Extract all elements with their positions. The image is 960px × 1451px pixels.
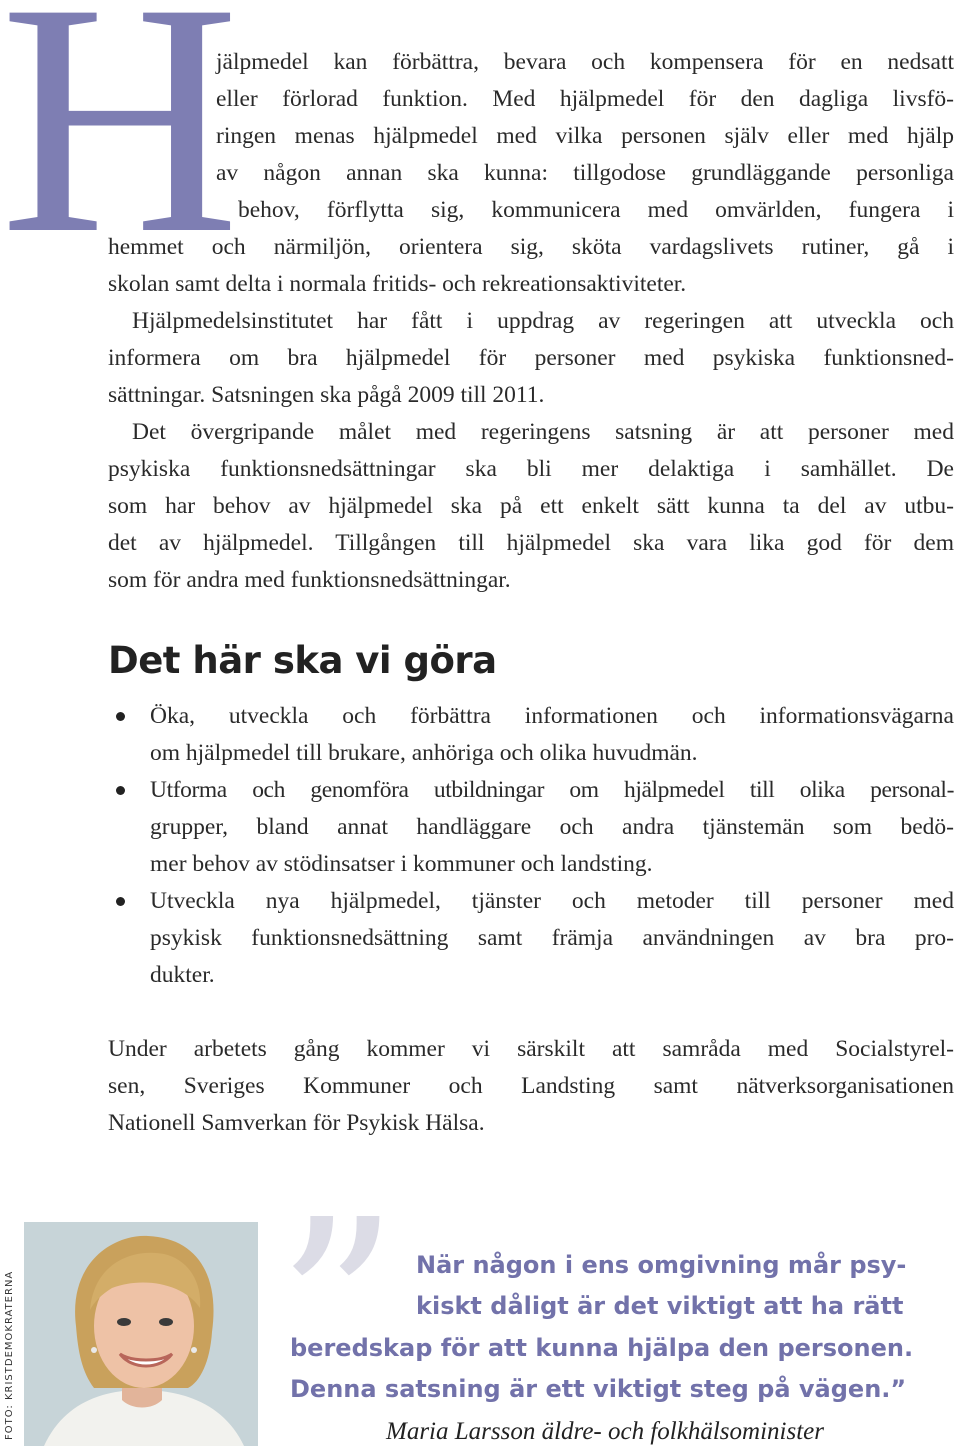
intro-line: hemmet och närmiljön, orientera sig, sköta vardagslivets rutiner, gå i: [108, 234, 954, 260]
paragraph-line: Hjälpmedelsinstitutet har fått i uppdrag av regeringen att utveckla och: [132, 308, 954, 334]
list-item-line: dukter.: [150, 962, 215, 988]
quote-line: När någon i ens omgivning mår psy-: [416, 1251, 907, 1279]
bullet-icon: [116, 897, 125, 906]
quote-line: beredskap för att kunna hjälpa den personen.: [290, 1334, 914, 1362]
list-item-line: Utveckla nya hjälpmedel, tjänster och metoder till personer med: [150, 888, 954, 914]
bullet-icon: [116, 786, 125, 795]
portrait-photo: [24, 1222, 258, 1446]
intro-line: behov, förflytta sig, kommunicera med omvärlden, fungera i: [238, 197, 954, 223]
paragraph-line: sen, Sveriges Kommuner och Landsting samt nätverksorganisationen: [108, 1073, 954, 1099]
section-heading: Det här ska vi göra: [108, 639, 497, 682]
list-item-line: om hjälpmedel till brukare, anhöriga och olika huvudmän.: [150, 740, 698, 766]
paragraph-line: Under arbetets gång kommer vi särskilt att samråda med Socialstyrel-: [108, 1036, 954, 1062]
drop-cap: H: [0, 0, 236, 302]
paragraph-line: sättningar. Satsningen ska pågå 2009 till 2011.: [108, 382, 545, 408]
portrait-illustration: [24, 1222, 258, 1446]
intro-line: eller förlorad funktion. Med hjälpmedel för den dagliga livsfö-: [216, 86, 954, 112]
bullet-icon: [116, 712, 125, 721]
list-item-line: Öka, utveckla och förbättra informationen och informationsvägarna: [150, 703, 954, 729]
paragraph-line: det av hjälpmedel. Tillgången till hjälpmedel ska vara lika god för dem: [108, 530, 954, 556]
quote-attribution: Maria Larsson äldre- och folkhälsominister: [386, 1418, 824, 1445]
intro-line: ringen menas hjälpmedel med vilka personen själv eller med hjälp: [216, 123, 954, 149]
list-item-line: psykisk funktionsnedsättning samt främja användningen av bra pro-: [150, 925, 954, 951]
intro-line: skolan samt delta i normala fritids- och rekreationsaktiviteter.: [108, 271, 687, 297]
paragraph-line: som har behov av hjälpmedel ska på ett enkelt sätt kunna ta del av utbu-: [108, 493, 954, 519]
paragraph-line: som för andra med funktionsnedsättningar.: [108, 567, 511, 593]
intro-line: jälpmedel kan förbättra, bevara och kompensera för en nedsatt: [216, 49, 954, 75]
paragraph-line: informera om bra hjälpmedel för personer med psykiska funktionsned-: [108, 345, 954, 371]
paragraph-line: Nationell Samverkan för Psykisk Hälsa.: [108, 1110, 485, 1136]
quote-line: kiskt dåligt är det viktigt att ha rätt: [416, 1292, 904, 1320]
intro-line: av någon annan ska kunna: tillgodose grundläggande personliga: [216, 160, 954, 186]
list-item-line: grupper, bland annat handläggare och andra tjänstemän som bedö-: [150, 814, 954, 840]
list-item-line: Utforma och genomföra utbildningar om hjälpmedel till olika personal-: [150, 777, 954, 803]
paragraph-line: Det övergripande målet med regeringens satsning är att personer med: [132, 419, 954, 445]
quote-mark-icon: ”: [276, 1168, 399, 1448]
paragraph-line: psykiska funktionsnedsättningar ska bli mer delaktiga i samhället. De: [108, 456, 954, 482]
photo-credit: FOTO: KRISTDEMOKRATERNA: [4, 1270, 15, 1440]
list-item-line: mer behov av stödinsatser i kommuner och landsting.: [150, 851, 653, 877]
quote-line: Denna satsning är ett viktigt steg på vägen.”: [290, 1375, 907, 1403]
